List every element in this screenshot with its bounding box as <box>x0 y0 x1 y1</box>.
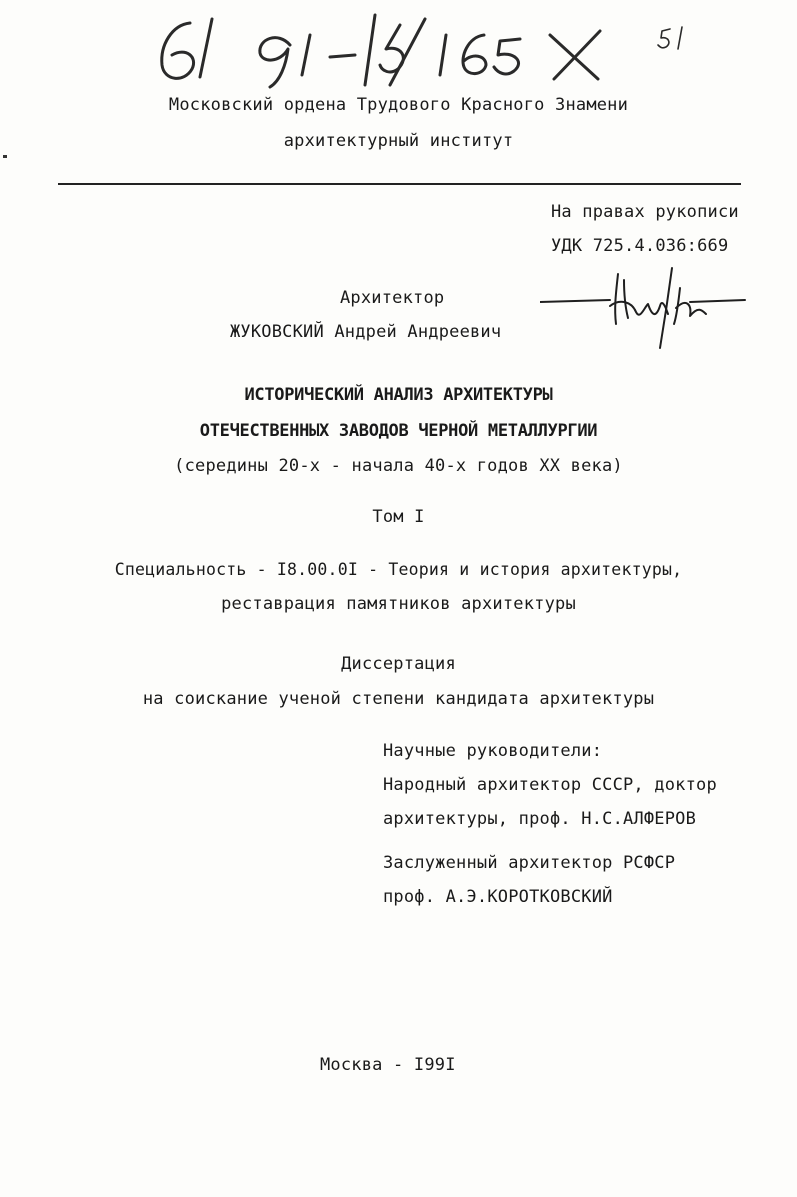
place-year: Москва - I99I <box>320 1055 456 1075</box>
dissertation-purpose: на соискание ученой степени кандидата архитектуры <box>142 689 655 709</box>
title-line-2: ОТЕЧЕСТВЕННЫХ ЗАВОДОВ ЧЕРНОЙ МЕТАЛЛУРГИИ <box>199 421 598 441</box>
manuscript-rights: На правах рукописи <box>551 202 739 222</box>
author-role: Архитектор <box>340 288 445 308</box>
udc-code: УДК 725.4.036:669 <box>551 236 729 256</box>
header-divider <box>58 183 741 185</box>
margin-mark <box>3 155 7 158</box>
author-name: ЖУКОВСКИЙ Андрей Андреевич <box>230 322 502 342</box>
supervisor-2-line-2: проф. А.Э.КОРОТКОВСКИЙ <box>383 887 613 907</box>
institution-line-2: архитектурный институт <box>283 131 514 151</box>
supervisor-1-line-1: Народный архитектор СССР, доктор <box>383 775 717 795</box>
specialty-line-1: Специальность - I8.00.0I - Теория и история архитектуры, <box>114 560 683 579</box>
supervisor-1-line-2: архитектуры, проф. Н.С.АЛФЕРОВ <box>383 809 697 829</box>
archive-handwritten-text: 61 91-15/165 X <box>150 5 159 6</box>
title-line-1: ИСТОРИЧЕСКИЙ АНАЛИЗ АРХИТЕКТУРЫ <box>244 385 553 405</box>
signature-text: Жуковский <box>540 258 546 259</box>
specialty-line-2: реставрация памятников архитектуры <box>221 594 576 614</box>
supervisor-2-line-1: Заслуженный архитектор РСФСР <box>383 853 676 873</box>
volume-label: Том I <box>372 507 425 527</box>
title-line-3: (середины 20-х - начала 40-х годов XX века) <box>174 456 623 476</box>
author-signature <box>540 258 750 353</box>
archive-handwritten-number <box>150 5 710 90</box>
institution-line-1: Московский ордена Трудового Красного Знамени <box>168 95 629 115</box>
dissertation-label: Диссертация <box>341 654 456 674</box>
supervisors-heading: Научные руководители: <box>383 741 603 761</box>
